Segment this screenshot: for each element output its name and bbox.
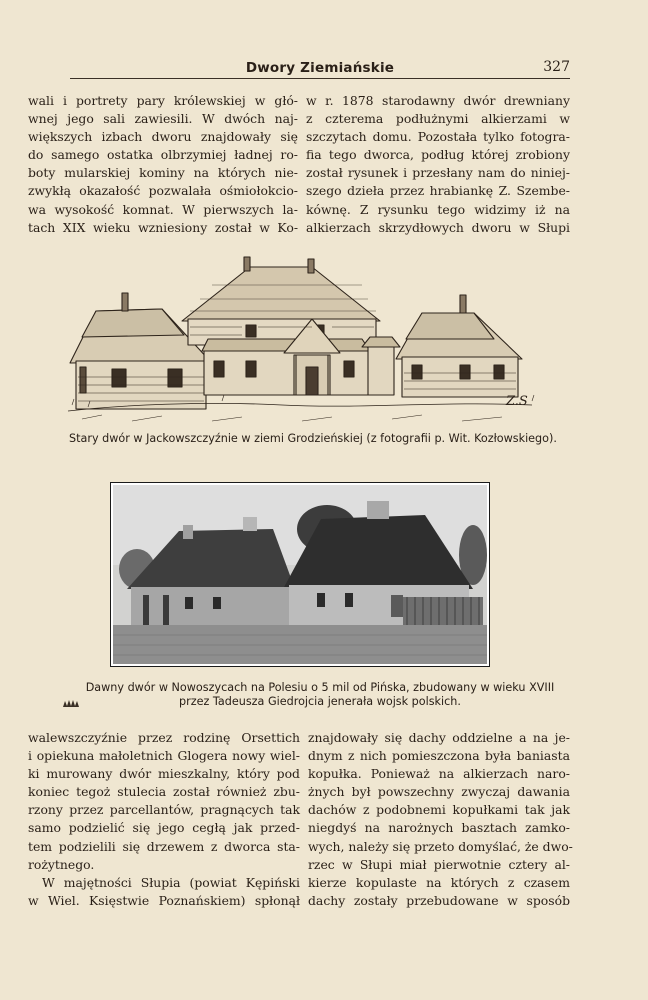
text-line: koniec tegoż stulecia został również zbu- <box>28 784 300 800</box>
text-line: znajdowały się dachy oddzielne a na je- <box>308 730 570 745</box>
text-line: w Wiel. Księstwie Poznańskiem) spłonął <box>28 892 300 908</box>
text-line: i opiekuna małoletnich Glogera nowy wiel- <box>28 748 300 764</box>
text-line: wnej jego sali zawiesili. W dwóch naj- <box>28 111 298 127</box>
text-line: kopułka. Ponieważ na alkierzach naro- <box>308 766 570 782</box>
artist-signature: Z.S <box>506 394 528 409</box>
text-line: dachy zostały przebudowane w sposób <box>308 892 570 908</box>
text-line: żnych był powszechny zwyczaj dawania <box>308 784 570 800</box>
text-line: został rysunek i przesłany nam do niniej- <box>306 165 570 181</box>
text-line: wa wysokość komnat. W pierwszych la- <box>28 201 298 217</box>
figure2-caption-line2: przez Tadeusza Giedrojcia jenerała wojsk polskich. <box>179 695 461 708</box>
text-line: W majętności Słupia (powiat Kępiński <box>42 874 300 890</box>
right-wing <box>396 295 522 397</box>
text-column-top-right <box>306 92 570 237</box>
page-header <box>70 58 570 79</box>
text-line: szego dzieła przez hrabiankę Z. Szembe- <box>306 183 570 199</box>
text-line: rożytnego. <box>28 856 95 872</box>
text-line: ki murowany dwór mieszkalny, który pod <box>28 766 300 782</box>
manor-drawing-illustration <box>62 255 562 427</box>
text-line: dachów z podobnemi kopułkami tak jak <box>308 802 570 818</box>
text-column-bottom-right <box>308 729 573 910</box>
text-line: samo podzielić się jego cegłą jak przed- <box>28 820 300 836</box>
text-line: tach XIX wieku wzniesiony został w Ko- <box>28 219 298 235</box>
text-line: wali i portrety pary królewskiej w głó- <box>28 93 298 108</box>
text-line: zwykłą okazałość pozwalała ośmiołokcio- <box>28 183 298 199</box>
text-line: niegdyś na narożnych basztach zamko- <box>308 820 570 836</box>
page-number: 327 <box>543 59 570 75</box>
text-column-bottom-left <box>28 729 300 910</box>
text-line: do samego ostatka olbrzymiej ładnej ro- <box>28 147 298 163</box>
text-line: wych, należy się przeto domyślać, że dwo- <box>308 838 573 854</box>
text-line: kierze kopulaste na których z czasem <box>308 874 570 890</box>
text-line: kównę. Z rysunku tego widzimy iż na <box>306 201 570 217</box>
text-line: z czterema podłużnymi alkierzami w <box>306 111 570 127</box>
text-line: alkierzach skrzydłowych dworu w Słupi <box>306 219 570 235</box>
text-line: boty mularskiej kominy na których nie- <box>28 165 298 181</box>
text-line: większych izbach dworu znajdowały się <box>28 129 298 145</box>
text-line: rzony przez parcellantów, pragnących tak <box>28 802 300 818</box>
text-line: walewszczyźnie przez rodzinę Orsettich <box>28 730 300 745</box>
text-line: rzec w Słupi miał pierwotnie cztery al- <box>308 856 570 872</box>
text-line: dnym z nich pomieszczona była baniasta <box>308 748 570 764</box>
figure1-caption: Stary dwór w Jackowszczyźnie w ziemi Grodzieńskiej (z fotografii p. Wit. Kozłowskiego). <box>69 432 557 445</box>
text-line: szczytach domu. Pozostała tylko fotogra- <box>306 129 570 145</box>
ornament-icon <box>62 698 80 708</box>
text-line: tem podzielili się drzewem z dworca sta- <box>28 838 300 854</box>
figure2-caption-line1: Dawny dwór w Nowoszycach na Polesiu o 5 mil od Pińska, zbudowany w wieku XVIII <box>85 681 555 694</box>
running-title: Dwory Ziemiańskie <box>245 60 395 76</box>
text-line: fia tego dworca, podług której zrobiony <box>306 147 570 163</box>
text-line: w r. 1878 starodawny dwór drewniany <box>306 93 570 108</box>
main-house <box>182 257 400 395</box>
text-column-top-left <box>28 92 298 237</box>
photo-frame <box>110 482 490 667</box>
left-wing <box>70 293 210 409</box>
manor-photograph <box>113 485 487 664</box>
